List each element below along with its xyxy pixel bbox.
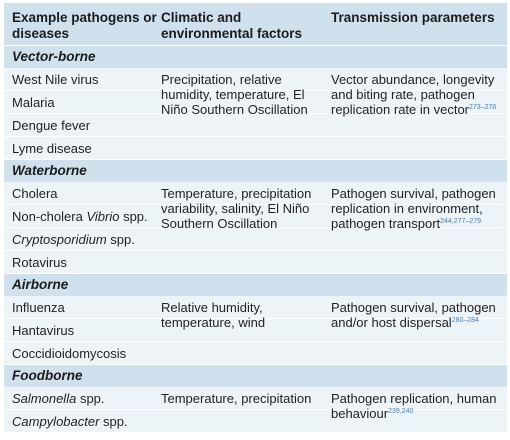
pathogen-name: Dengue fever — [12, 118, 91, 133]
climatic-factors-cell: Relative humidity, temperature, wind — [161, 300, 266, 330]
transmission-cell — [331, 186, 503, 231]
pathogen-name: Cholera — [12, 186, 58, 201]
reference-link[interactable]: 273–276 — [469, 104, 497, 111]
transmission-text: Vector abundance, longevity and biting rate, pathogen replication rate in vector — [331, 72, 495, 117]
pathogen-name: West Nile virus — [12, 72, 99, 87]
table-row — [4, 250, 507, 273]
pathogen-name: Coccidioidomycosis — [12, 346, 127, 361]
header-pathogens: Example pathogens or diseases — [12, 10, 157, 41]
pathogen-name-vibrio: Non-cholera Vibrio spp. — [12, 209, 148, 224]
transmission-text: Pathogen survival, pathogen and/or host dispersal — [331, 300, 496, 330]
climatic-factors-cell: Temperature, precipitation variability, salinity, El Niño Southern Oscillation — [161, 186, 312, 231]
pathogen-name: Hantavirus — [12, 323, 75, 338]
transmission-cell — [331, 391, 503, 421]
group-title: Foodborne — [12, 368, 83, 383]
pathogen-name-campylobacter: Campylobacter spp. — [12, 414, 128, 429]
reference-link[interactable]: 239,240 — [388, 408, 414, 415]
group-title: Vector-borne — [12, 49, 96, 64]
group-title: Waterborne — [12, 163, 87, 178]
pathogen-name-salmonella: Salmonella spp. — [12, 391, 105, 406]
transmission-text: Pathogen survival, pathogen replication in environment, pathogen transport — [331, 186, 496, 231]
table-row — [4, 136, 507, 159]
transmission-cell — [331, 72, 503, 117]
transmission-cell — [331, 300, 503, 330]
climatic-factors-cell: Temperature, precipitation — [161, 391, 312, 406]
pathogen-name: Lyme disease — [12, 141, 92, 156]
group-title: Airborne — [12, 277, 69, 292]
transmission-text: Pathogen replication, human behaviour — [331, 391, 497, 421]
group-header-vector-borne — [4, 45, 507, 68]
reference-link[interactable]: 244,277–279 — [440, 218, 482, 225]
pathogen-name: Malaria — [12, 95, 55, 110]
pathogen-name: Rotavirus — [12, 255, 67, 270]
group-body-waterborne — [4, 182, 507, 273]
header-climatic-factors: Climatic and environmental factors — [161, 10, 303, 41]
pathogen-name: Influenza — [12, 300, 65, 315]
table-row — [4, 341, 507, 364]
pathogen-name-cryptosporidium: Cryptosporidium spp. — [12, 232, 135, 247]
group-header-airborne — [4, 273, 507, 296]
group-body-airborne — [4, 296, 507, 364]
pathogen-climate-table — [4, 3, 507, 432]
table-header — [4, 3, 507, 45]
reference-link[interactable]: 280–284 — [451, 317, 479, 324]
group-header-foodborne — [4, 364, 507, 387]
group-header-waterborne — [4, 159, 507, 182]
climatic-factors-cell: Precipitation, relative humidity, temperature, El Niño Southern Oscillation — [161, 72, 308, 117]
group-body-vector-borne — [4, 68, 507, 159]
group-body-foodborne — [4, 387, 507, 432]
header-transmission: Transmission parameters — [331, 10, 495, 25]
